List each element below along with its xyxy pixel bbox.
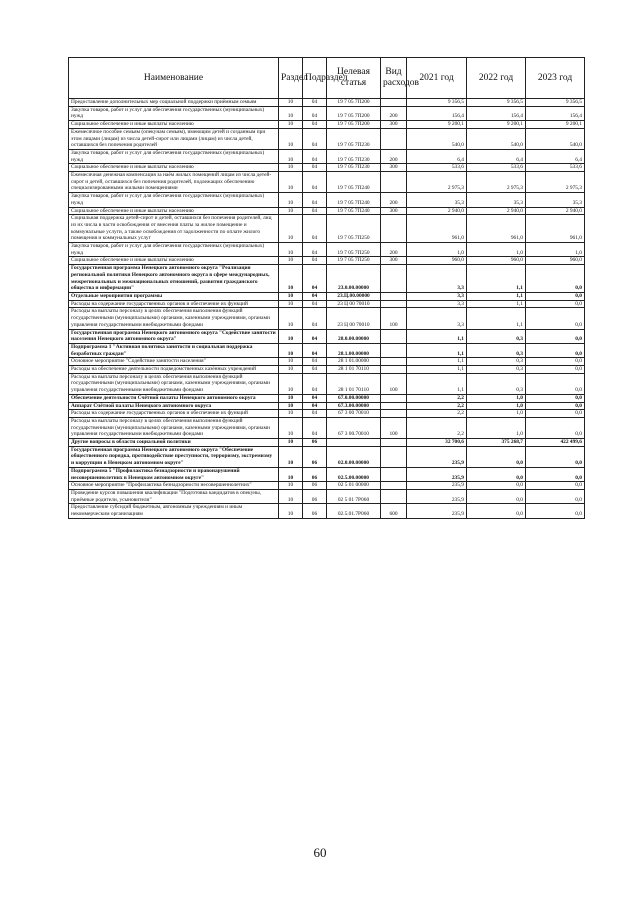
row-name: Аппарат Счётной палаты Ненецкого автономного округа [69,402,279,410]
row-section: 10 [279,128,303,149]
row-subsection: 04 [303,207,327,215]
row-subsection: 04 [303,308,327,329]
row-name: Закупка товаров, работ и услуг для обеспечения государственных (муниципальных) нужд [69,243,279,257]
row-subsection: 04 [303,373,327,394]
row-subsection: 04 [303,417,327,438]
row-section: 10 [279,308,303,329]
row-name: Основное мероприятие "Профилактика безнадзорности несовершеннолетних" [69,482,279,490]
table-row [69,164,585,172]
table-row [69,128,585,149]
row-name: Закупка товаров, работ и услуг для обеспечения государственных (муниципальных) нужд [69,149,279,163]
row-name: Расходы на выплаты персоналу в целях обеспечения выполнения функций государственными (муниципальными) органами, казенными учреждениями, органами управления государственными внебюджетными фондами [69,308,279,329]
row-name: Обеспечение деятельности Счётной палаты Ненецкого автономного округа [69,394,279,402]
row-year-2021: 1,0 [407,243,467,257]
table-row [69,482,585,490]
row-target-article: 19 7 05 7П250 [327,257,381,265]
row-expense-type [381,215,407,243]
row-target-article: 28 1 01.00000 [327,358,381,366]
row-year-2022: 6,4 [467,149,526,163]
row-target-article: 19 7 05 7П200 [327,99,381,107]
row-year-2021: 533,6 [407,164,467,172]
table-row [69,343,585,357]
row-name: Предоставление дополнительных мер социальной поддержки приёмным семьям [69,99,279,107]
row-section: 10 [279,265,303,293]
row-subsection: 04 [303,106,327,120]
row-expense-type: 200 [381,149,407,163]
row-name: Государственная программа Ненецкого автономного округа "Содействие занятости населения Ненецкого автономного округа" [69,329,279,343]
row-year-2022: 0,0 [467,446,526,467]
row-year-2022: 1,0 [467,243,526,257]
row-year-2021: 2,2 [407,410,467,418]
header-subsection: Подраздел [303,58,327,99]
row-year-2022: 0,3 [467,373,526,394]
table-row [69,121,585,129]
row-name: Социальное обеспечение и иные выплаты населению [69,207,279,215]
row-expense-type: 300 [381,257,407,265]
row-year-2022: 961,0 [467,215,526,243]
row-year-2021: 540,0 [407,128,467,149]
row-section: 10 [279,482,303,490]
row-year-2021: 1,1 [407,373,467,394]
table-row [69,193,585,207]
row-expense-type [381,489,407,503]
row-year-2021: 156,4 [407,106,467,120]
row-expense-type [381,446,407,467]
row-section: 10 [279,394,303,402]
row-target-article: 67 3 00 70010 [327,410,381,418]
row-name: Предоставление субсидий бюджетным, автономным учреждениям и иным некоммерческим организациям [69,504,279,518]
row-expense-type [381,482,407,490]
row-section: 10 [279,215,303,243]
row-subsection: 04 [303,402,327,410]
row-year-2023: 960,0 [526,257,585,265]
row-year-2021: 2,2 [407,417,467,438]
row-year-2021: 1,1 [407,329,467,343]
row-year-2022: 1,0 [467,402,526,410]
row-name: Социальное обеспечение и иные выплаты населению [69,121,279,129]
row-year-2023: 961,0 [526,215,585,243]
row-section: 10 [279,149,303,163]
row-name: Проведение курсов повышения квалификации "Подготовка кандидатов в опекуны, приёмные родители, усыновители" [69,489,279,503]
row-subsection: 04 [303,343,327,357]
row-year-2022: 1,0 [467,394,526,402]
header-name: Наименование [69,58,279,99]
row-expense-type: 200 [381,106,407,120]
row-target-article: 67.0.00.00000 [327,394,381,402]
row-section: 10 [279,446,303,467]
row-name: Подпрограмма 5 "Профилактика безнадзорности и правонарушений несовершеннолетних в Ненецком автономном округе" [69,467,279,481]
row-name: Государственная программа Ненецкого автономного округа "Реализация региональной политики Ненецкого автономного округа в сфере международных, межрегиональных и межнациональных отношений, развития гражданского общества и информации" [69,265,279,293]
header-year-2023: 2023 год [526,58,585,99]
row-name: Подпрограмма 1 "Активная политика занятости и социальная поддержка безработных граждан" [69,343,279,357]
row-name: Ежемесячная денежная компенсация за наём жилых помещений лицам из числа детей-сирот и детей, оставшихся без попечения родителей, подлежащих обеспечению специализированными жилыми помещениями [69,172,279,193]
row-subsection: 06 [303,482,327,490]
table-row [69,358,585,366]
row-section: 10 [279,358,303,366]
table-header-row [69,58,585,99]
row-section: 10 [279,207,303,215]
row-year-2023: 533,6 [526,164,585,172]
row-year-2021: 235,9 [407,482,467,490]
row-name: Расходы на содержание государственных органов и обеспечение их функций [69,410,279,418]
row-year-2022: 0,3 [467,343,526,357]
row-target-article: 02 5 01 7Р060 [327,489,381,503]
row-year-2022: 533,6 [467,164,526,172]
row-target-article: 02.5.00.00000 [327,467,381,481]
row-year-2021: 9 200,1 [407,121,467,129]
row-year-2022: 1,1 [467,300,526,308]
row-section: 10 [279,373,303,394]
row-section: 10 [279,343,303,357]
row-year-2023: 0,0 [526,394,585,402]
header-section: Раздел [279,58,303,99]
row-target-article: 67 3 00.70010 [327,417,381,438]
row-year-2023: 0,0 [526,358,585,366]
row-subsection: 06 [303,504,327,518]
row-section: 10 [279,366,303,374]
row-expense-type [381,358,407,366]
row-subsection: 04 [303,99,327,107]
row-name: Закупка товаров, работ и услуг для обеспечения государственных (муниципальных) нужд [69,106,279,120]
row-section: 10 [279,257,303,265]
row-year-2022: 0,0 [467,482,526,490]
row-year-2023: 2 940,0 [526,207,585,215]
table-row [69,417,585,438]
row-year-2023: 0,0 [526,373,585,394]
row-subsection: 04 [303,193,327,207]
row-expense-type [381,99,407,107]
row-target-article: 19 7 05 7П200 [327,106,381,120]
row-target-article: 23.0.00.00000 [327,265,381,293]
row-subsection: 04 [303,410,327,418]
row-expense-type [381,343,407,357]
table-row [69,149,585,163]
row-target-article: 19 7 05 7П240 [327,207,381,215]
row-year-2023: 156,4 [526,106,585,120]
row-year-2022: 0,0 [467,504,526,518]
row-target-article: 02.0.00.00000 [327,446,381,467]
row-subsection: 06 [303,446,327,467]
row-year-2021: 1,1 [407,343,467,357]
row-year-2021: 235,9 [407,446,467,467]
table-row [69,308,585,329]
row-year-2023: 0,0 [526,265,585,293]
row-year-2021: 35,3 [407,193,467,207]
row-target-article: 23 Ц 00 70010 [327,300,381,308]
row-year-2023: 0,0 [526,446,585,467]
row-subsection: 04 [303,243,327,257]
row-target-article: 02 5 01 00000 [327,482,381,490]
table-body [69,99,585,519]
row-section: 10 [279,172,303,193]
row-section: 10 [279,121,303,129]
row-name: Отдельные мероприятия программы [69,292,279,300]
row-year-2021: 9 356,5 [407,99,467,107]
row-year-2021: 32 700,6 [407,439,467,447]
page-number: 60 [313,845,327,860]
row-year-2022: 9 356,5 [467,99,526,107]
table-row [69,257,585,265]
row-year-2021: 3,3 [407,308,467,329]
row-year-2021: 1,1 [407,366,467,374]
row-section: 10 [279,106,303,120]
row-target-article: 23.Ц.00.00000 [327,292,381,300]
row-year-2022: 2 940,0 [467,207,526,215]
row-target-article: 19 7 05 7П230 [327,164,381,172]
row-name: Социальное обеспечение и иные выплаты населению [69,257,279,265]
row-year-2023: 0,0 [526,292,585,300]
header-target-article: Целевая статья [327,58,381,99]
row-expense-type: 200 [381,193,407,207]
table-row [69,373,585,394]
row-expense-type: 300 [381,121,407,129]
row-expense-type [381,394,407,402]
row-subsection: 04 [303,149,327,163]
row-section: 10 [279,439,303,447]
row-expense-type: 600 [381,504,407,518]
row-year-2023: 0,0 [526,410,585,418]
row-year-2023: 0,0 [526,366,585,374]
row-section: 10 [279,99,303,107]
row-year-2023: 0,0 [526,343,585,357]
row-name: Закупка товаров, работ и услуг для обеспечения государственных (муниципальных) нужд [69,193,279,207]
row-year-2023: 9 356,5 [526,99,585,107]
row-subsection: 04 [303,128,327,149]
row-year-2023: 6,4 [526,149,585,163]
row-year-2022: 1,1 [467,292,526,300]
table-row [69,215,585,243]
row-expense-type: 100 [381,373,407,394]
row-section: 10 [279,243,303,257]
row-expense-type [381,410,407,418]
row-name: Расходы на выплаты персоналу в целях обеспечения выполнения функций государственными (муниципальными) органами, казенными учреждениями, органами управления государственными внебюджетными фондами [69,417,279,438]
row-year-2023: 0,0 [526,417,585,438]
row-subsection: 04 [303,121,327,129]
row-subsection: 06 [303,439,327,447]
row-expense-type: 300 [381,164,407,172]
table-row [69,99,585,107]
row-name: Расходы на содержание государственных органов и обеспечение их функций [69,300,279,308]
row-section: 10 [279,329,303,343]
row-year-2022: 0,3 [467,329,526,343]
row-target-article: 67.3.00.00000 [327,402,381,410]
row-year-2021: 235,9 [407,504,467,518]
row-year-2023: 9 200,1 [526,121,585,129]
row-year-2022: 9 200,1 [467,121,526,129]
row-year-2021: 235,9 [407,467,467,481]
row-year-2021: 3,3 [407,292,467,300]
row-expense-type [381,439,407,447]
row-section: 10 [279,417,303,438]
row-expense-type [381,292,407,300]
table-row [69,446,585,467]
row-year-2022: 2 975,3 [467,172,526,193]
row-year-2023: 0,0 [526,402,585,410]
row-name: Социальное обеспечение и иные выплаты населению [69,164,279,172]
row-target-article: 28.1.00.00000 [327,343,381,357]
row-expense-type: 200 [381,243,407,257]
row-year-2022: 0,3 [467,358,526,366]
row-section: 10 [279,402,303,410]
row-year-2022: 0,0 [467,489,526,503]
row-year-2023: 0,0 [526,504,585,518]
row-target-article: 28 1 01 70110 [327,366,381,374]
row-name: Государственная программа Ненецкого автономного округа "Обеспечение общественного порядка, противодействие преступности, терроризму, экстремизму и коррупции в Ненецком автономном округе" [69,446,279,467]
row-year-2022: 540,0 [467,128,526,149]
row-year-2023: 0,0 [526,329,585,343]
row-subsection: 04 [303,366,327,374]
table-row [69,265,585,293]
row-name: Расходы на выплаты персоналу в целях обеспечения выполнения функций государственными (муниципальными) органами, казенными учреждениями, органами управления государственными внебюджетными фондами [69,373,279,394]
row-name: Расходы на обеспечение деятельности подведомственных казённых учреждений [69,366,279,374]
table-row [69,243,585,257]
table-row [69,489,585,503]
table-row [69,172,585,193]
row-year-2021: 2 940,0 [407,207,467,215]
table-row [69,439,585,447]
row-subsection: 06 [303,489,327,503]
row-section: 10 [279,292,303,300]
row-target-article: 19 7 05 7П230 [327,149,381,163]
row-subsection: 04 [303,394,327,402]
row-year-2021: 3,3 [407,265,467,293]
row-subsection: 04 [303,292,327,300]
row-year-2022: 156,4 [467,106,526,120]
row-year-2023: 35,3 [526,193,585,207]
table-row [69,394,585,402]
budget-table [68,57,585,519]
row-subsection: 04 [303,300,327,308]
row-target-article: 19 7 05 7П240 [327,172,381,193]
row-target-article: 28 1 01 70110 [327,373,381,394]
row-section: 10 [279,489,303,503]
row-expense-type: 100 [381,417,407,438]
row-target-article: 28.0.00.00000 [327,329,381,343]
row-year-2021: 235,9 [407,489,467,503]
row-year-2021: 6,4 [407,149,467,163]
row-subsection: 04 [303,215,327,243]
row-year-2023: 540,0 [526,128,585,149]
row-name: Социальная поддержка детей-сирот и детей, оставшихся без попечения родителей, лиц из их числа в части освобождения от внесения платы за жилое помещение и коммунальные услуги, а также освобождения от задолженности по оплате жилого помещения и коммунальных услуг [69,215,279,243]
table-row [69,329,585,343]
row-expense-type [381,329,407,343]
row-year-2023: 0,0 [526,482,585,490]
row-name: Основное мероприятие "Содействие занятости населения" [69,358,279,366]
row-target-article: 19 7 05 7П250 [327,215,381,243]
header-year-2022: 2022 год [467,58,526,99]
row-target-article: 02.5.01.7Р060 [327,504,381,518]
row-subsection: 04 [303,172,327,193]
row-name: Другие вопросы в области социальной политики [69,439,279,447]
row-subsection: 04 [303,257,327,265]
row-target-article: 19 7 05 7П200 [327,121,381,129]
row-expense-type [381,128,407,149]
row-year-2023: 1,0 [526,243,585,257]
row-subsection: 04 [303,329,327,343]
row-subsection: 04 [303,358,327,366]
row-year-2023: 0,0 [526,300,585,308]
row-year-2021: 961,0 [407,215,467,243]
row-year-2021: 3,3 [407,300,467,308]
row-year-2021: 2,2 [407,402,467,410]
row-year-2021: 2,2 [407,394,467,402]
row-expense-type [381,467,407,481]
table-row [69,292,585,300]
table-row [69,402,585,410]
row-year-2022: 1,0 [467,410,526,418]
row-year-2021: 2 975,3 [407,172,467,193]
row-target-article: 19 7 05 7П250 [327,243,381,257]
row-subsection: 06 [303,467,327,481]
row-target-article [327,439,381,447]
row-section: 10 [279,504,303,518]
row-expense-type [381,366,407,374]
table-row [69,467,585,481]
row-expense-type [381,300,407,308]
header-year-2021: 2021 год [407,58,467,99]
row-expense-type: 300 [381,207,407,215]
row-year-2022: 35,3 [467,193,526,207]
table-row [69,300,585,308]
row-year-2023: 422 499,6 [526,439,585,447]
row-year-2022: 0,0 [467,467,526,481]
row-year-2023: 2 975,3 [526,172,585,193]
row-year-2023: 0,0 [526,467,585,481]
row-year-2023: 0,0 [526,308,585,329]
table-row [69,504,585,518]
row-year-2022: 960,0 [467,257,526,265]
row-year-2021: 960,0 [407,257,467,265]
row-name: Ежемесячное пособие семьям (опекунам семьям), имеющим детей и созданным при этом лицами (лицам) из числа детей-сирот или лицами (лицам) из числа детей, оставшихся без попечения родителей [69,128,279,149]
table-row [69,207,585,215]
row-expense-type [381,265,407,293]
row-year-2022: 1,1 [467,308,526,329]
table-row [69,410,585,418]
row-year-2022: 1,0 [467,417,526,438]
row-year-2022: 0,3 [467,366,526,374]
row-section: 10 [279,193,303,207]
row-target-article: 23 Ц 00 70010 [327,308,381,329]
row-expense-type [381,172,407,193]
row-target-article: 19 7 05 7П240 [327,193,381,207]
table-row [69,366,585,374]
row-target-article: 19 7 05 7П230 [327,128,381,149]
row-subsection: 04 [303,164,327,172]
row-section: 10 [279,410,303,418]
row-section: 10 [279,164,303,172]
table-row [69,106,585,120]
row-expense-type [381,402,407,410]
row-year-2023: 0,0 [526,489,585,503]
row-subsection: 04 [303,265,327,293]
row-expense-type: 100 [381,308,407,329]
row-section: 10 [279,467,303,481]
header-expense-type: Вид расходов [381,58,407,99]
row-year-2022: 375 268,7 [467,439,526,447]
row-year-2021: 1,1 [407,358,467,366]
row-year-2022: 1,1 [467,265,526,293]
row-section: 10 [279,300,303,308]
